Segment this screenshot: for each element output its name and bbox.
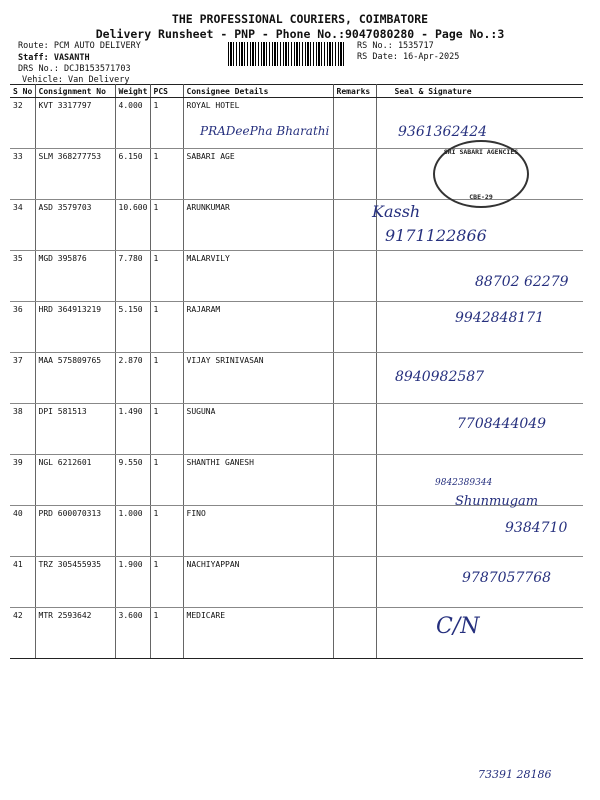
- cell-consignment: NGL 6212601: [35, 455, 115, 506]
- cell-sno: 37: [10, 353, 35, 404]
- table-row: [10, 353, 583, 404]
- cell-consignment: TRZ 305455935: [35, 557, 115, 608]
- handwritten-phone: 9787057768: [462, 570, 552, 586]
- cell-remarks: [333, 608, 376, 659]
- runsheet-title: THE PROFESSIONAL COURIERS, COIMBATORE: [171, 12, 429, 26]
- cell-weight: 10.600: [115, 200, 150, 251]
- staff-line: Staff: VASANTH: [18, 53, 90, 63]
- cell-sno: 34: [10, 200, 35, 251]
- cell-sno: 36: [10, 302, 35, 353]
- runsheet-subtitle: Delivery Runsheet - PNP - Phone No.:9047080280 - Page No.:3: [95, 27, 505, 41]
- company-seal-icon: [433, 140, 529, 208]
- cell-consignment: ASD 3579703: [35, 200, 115, 251]
- cell-sno: 32: [10, 98, 35, 149]
- cell-consignee: RAJARAM: [183, 302, 333, 353]
- handwritten-signature: Kassh: [372, 202, 421, 221]
- cell-pcs: 1: [150, 353, 183, 404]
- handwritten-signature: Shunmugam: [455, 494, 539, 509]
- cell-pcs: 1: [150, 149, 183, 200]
- handwritten-phone: 9942848171: [455, 310, 545, 326]
- cell-consignee: MEDICARE: [183, 608, 333, 659]
- col-pcs: PCS: [150, 85, 183, 98]
- cell-consignment: DPI 581513: [35, 404, 115, 455]
- cell-consignee: MALARVILY: [183, 251, 333, 302]
- cell-sno: 39: [10, 455, 35, 506]
- cell-weight: 5.150: [115, 302, 150, 353]
- handwritten-phone: 9361362424: [398, 124, 488, 140]
- cell-consignee: ARUNKUMAR: [183, 200, 333, 251]
- cell-pcs: 1: [150, 404, 183, 455]
- cell-weight: 6.150: [115, 149, 150, 200]
- cell-consignee: SUGUNA: [183, 404, 333, 455]
- cell-remarks: [333, 200, 376, 251]
- col-seal-signature: Seal & Signature: [376, 85, 583, 98]
- handwritten-recipient-name: PRADeePha Bharathi: [200, 124, 330, 138]
- cell-pcs: 1: [150, 98, 183, 149]
- cell-consignment: MGD 395876: [35, 251, 115, 302]
- cell-remarks: [333, 251, 376, 302]
- handwritten-phone: 7708444049: [457, 416, 547, 432]
- cell-remarks: [333, 455, 376, 506]
- cell-weight: 1.000: [115, 506, 150, 557]
- seal-bottom-text: CBE-29: [469, 193, 493, 201]
- vehicle-line: Vehicle: Van Delivery: [22, 75, 130, 85]
- table-header-row: [10, 85, 583, 98]
- rs-number: RS No.: 1535717: [357, 41, 434, 51]
- cell-consignee: ROYAL HOTEL: [183, 98, 333, 149]
- cell-weight: 1.900: [115, 557, 150, 608]
- handwritten-phone: 9171122866: [385, 226, 487, 245]
- cell-pcs: 1: [150, 200, 183, 251]
- cell-sno: 41: [10, 557, 35, 608]
- cell-pcs: 1: [150, 455, 183, 506]
- cell-weight: 3.600: [115, 608, 150, 659]
- cell-sno: 42: [10, 608, 35, 659]
- cell-remarks: [333, 506, 376, 557]
- table-row: [10, 98, 583, 149]
- handwritten-mark: C/N: [436, 614, 480, 639]
- table-row: [10, 608, 583, 659]
- cell-weight: 7.780: [115, 251, 150, 302]
- route-line: Route: PCM AUTO DELIVERY: [18, 41, 141, 51]
- cell-consignee: FINO: [183, 506, 333, 557]
- cell-consignee: SABARI AGE: [183, 149, 333, 200]
- drs-line: DRS No.: DCJB153571703: [18, 64, 131, 74]
- col-consignee: Consignee Details: [183, 85, 333, 98]
- col-remarks: Remarks: [333, 85, 376, 98]
- cell-remarks: [333, 557, 376, 608]
- cell-consignment: SLM 368277753: [35, 149, 115, 200]
- cell-sno: 38: [10, 404, 35, 455]
- cell-remarks: [333, 98, 376, 149]
- cell-sno: 35: [10, 251, 35, 302]
- cell-consignment: MAA 575809765: [35, 353, 115, 404]
- cell-consignment: HRD 364913219: [35, 302, 115, 353]
- handwritten-phone: 9842389344: [435, 478, 493, 488]
- rs-date: RS Date: 16-Apr-2025: [357, 52, 460, 62]
- cell-pcs: 1: [150, 557, 183, 608]
- cell-pcs: 1: [150, 506, 183, 557]
- cell-weight: 9.550: [115, 455, 150, 506]
- cell-consignee: SHANTHI GANESH: [183, 455, 333, 506]
- cell-weight: 2.870: [115, 353, 150, 404]
- col-consignment: Consignment No: [35, 85, 115, 98]
- cell-pcs: 1: [150, 302, 183, 353]
- cell-weight: 4.000: [115, 98, 150, 149]
- cell-consignee: NACHIYAPPAN: [183, 557, 333, 608]
- cell-pcs: 1: [150, 608, 183, 659]
- handwritten-phone: 9384710: [505, 520, 568, 536]
- cell-consignment: KVT 3317797: [35, 98, 115, 149]
- handwritten-footer-note: 73391 28186: [478, 768, 552, 781]
- seal-top-text: SRI SABARI AGENCIES: [443, 148, 519, 156]
- cell-consignment: MTR 2593642: [35, 608, 115, 659]
- handwritten-phone: 88702 62279: [475, 274, 569, 290]
- cell-sno: 33: [10, 149, 35, 200]
- table-row: [10, 200, 583, 251]
- cell-sno: 40: [10, 506, 35, 557]
- col-sno: S No: [10, 85, 35, 98]
- handwritten-phone: 8940982587: [395, 369, 485, 385]
- cell-remarks: [333, 353, 376, 404]
- barcode-icon: [228, 42, 346, 66]
- cell-consignment: PRD 600070313: [35, 506, 115, 557]
- cell-remarks: [333, 404, 376, 455]
- cell-remarks: [333, 149, 376, 200]
- cell-weight: 1.490: [115, 404, 150, 455]
- cell-remarks: [333, 302, 376, 353]
- cell-consignee: VIJAY SRINIVASAN: [183, 353, 333, 404]
- table-row: [10, 506, 583, 557]
- col-weight: Weight: [115, 85, 150, 98]
- cell-pcs: 1: [150, 251, 183, 302]
